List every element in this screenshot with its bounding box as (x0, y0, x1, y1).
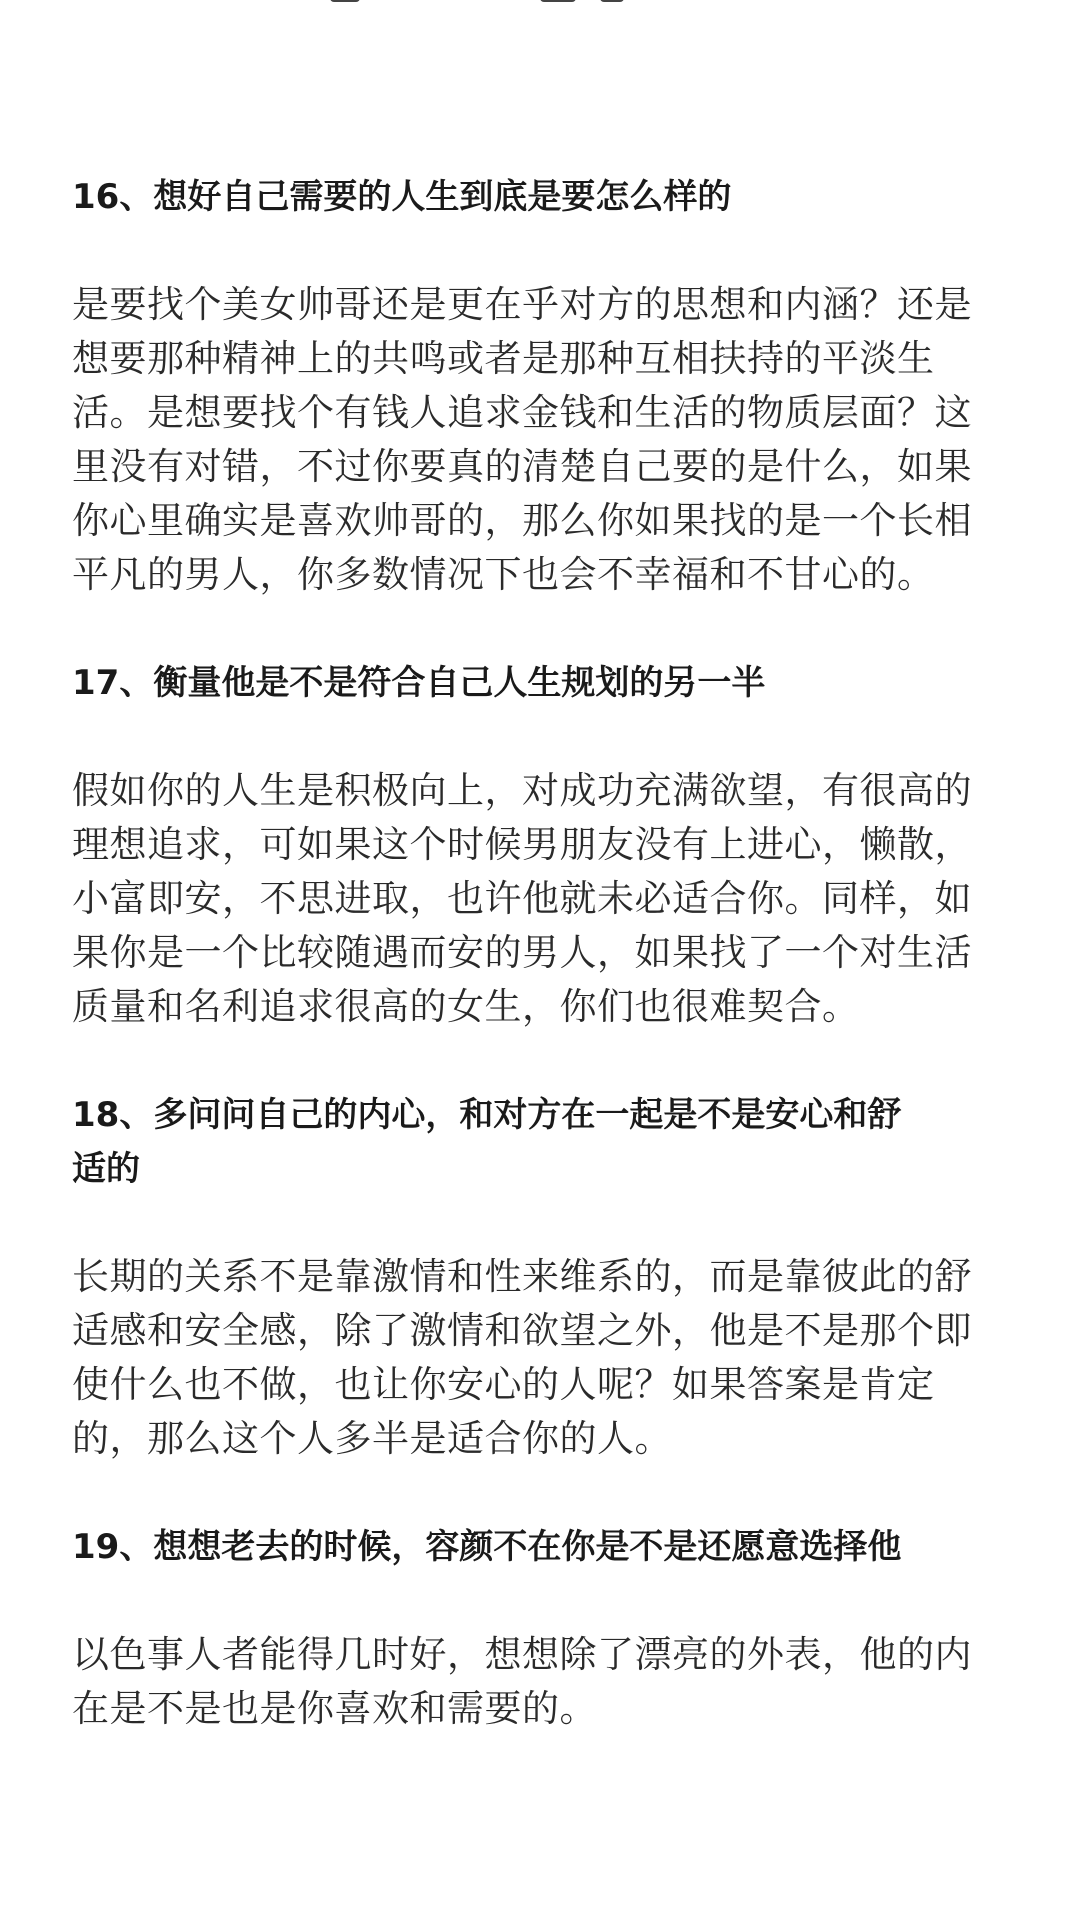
body-line: 理想追求，可如果这个时候男朋友没有上进心，懒散， (72, 823, 972, 866)
body-line: 以色事人者能得几时好，想想除了漂亮的外表，他的内 (72, 1633, 972, 1676)
section-heading (72, 1520, 1012, 1574)
cropped-text-fragment (0, 0, 1080, 8)
body-line: 想要那种精神上的共鸣或者是那种互相扶持的平淡生 (72, 337, 935, 380)
heading-line: 18、多问问自己的内心，和对方在一起是不是安心和舒 (72, 1095, 902, 1135)
heading-line: 17、衡量他是不是符合自己人生规划的另一半 (72, 663, 766, 703)
heading-line: 适的 (72, 1149, 140, 1189)
body-line: 果你是一个比较随遇而安的男人，如果找了一个对生活 (72, 931, 972, 974)
article-content (72, 170, 1012, 1736)
heading-line: 19、想想老去的时候，容颜不在你是不是还愿意选择他 (72, 1527, 902, 1567)
body-line: 平凡的男人，你多数情况下也会不幸福和不甘心的。 (72, 553, 935, 596)
body-line: 你心里确实是喜欢帅哥的，那么你如果找的是一个长相 (72, 499, 972, 542)
section-17 (72, 656, 1012, 1034)
section-body (72, 1250, 1012, 1466)
body-line: 是要找个美女帅哥还是更在乎对方的思想和内涵？还是 (72, 283, 972, 326)
body-line: 适感和安全感，除了激情和欲望之外，他是不是那个即 (72, 1309, 972, 1352)
body-line: 的，那么这个人多半是适合你的人。 (72, 1417, 672, 1460)
body-line: 小富即安，不思进取，也许他就未必适合你。同样，如 (72, 877, 972, 920)
body-line: 在是不是也是你喜欢和需要的。 (72, 1687, 597, 1730)
section-heading (72, 1088, 1012, 1196)
section-body (72, 1628, 1012, 1736)
body-line: 假如你的人生是积极向上，对成功充满欲望，有很高的 (72, 769, 972, 812)
body-line: 里没有对错，不过你要真的清楚自己要的是什么，如果 (72, 445, 972, 488)
section-19 (72, 1520, 1012, 1736)
body-line: 活。是想要找个有钱人追求金钱和生活的物质层面？这 (72, 391, 972, 434)
section-heading (72, 656, 1012, 710)
heading-line: 16、想好自己需要的人生到底是要怎么样的 (72, 177, 732, 217)
section-body (72, 278, 1012, 602)
section-body (72, 764, 1012, 1034)
section-heading (72, 170, 1012, 224)
body-line: 质量和名利追求很高的女生，你们也很难契合。 (72, 985, 860, 1028)
body-line: 长期的关系不是靠激情和性来维系的，而是靠彼此的舒 (72, 1255, 972, 1298)
body-line: 使什么也不做，也让你安心的人呢？如果答案是肯定 (72, 1363, 935, 1406)
section-16 (72, 170, 1012, 602)
section-18 (72, 1088, 1012, 1466)
